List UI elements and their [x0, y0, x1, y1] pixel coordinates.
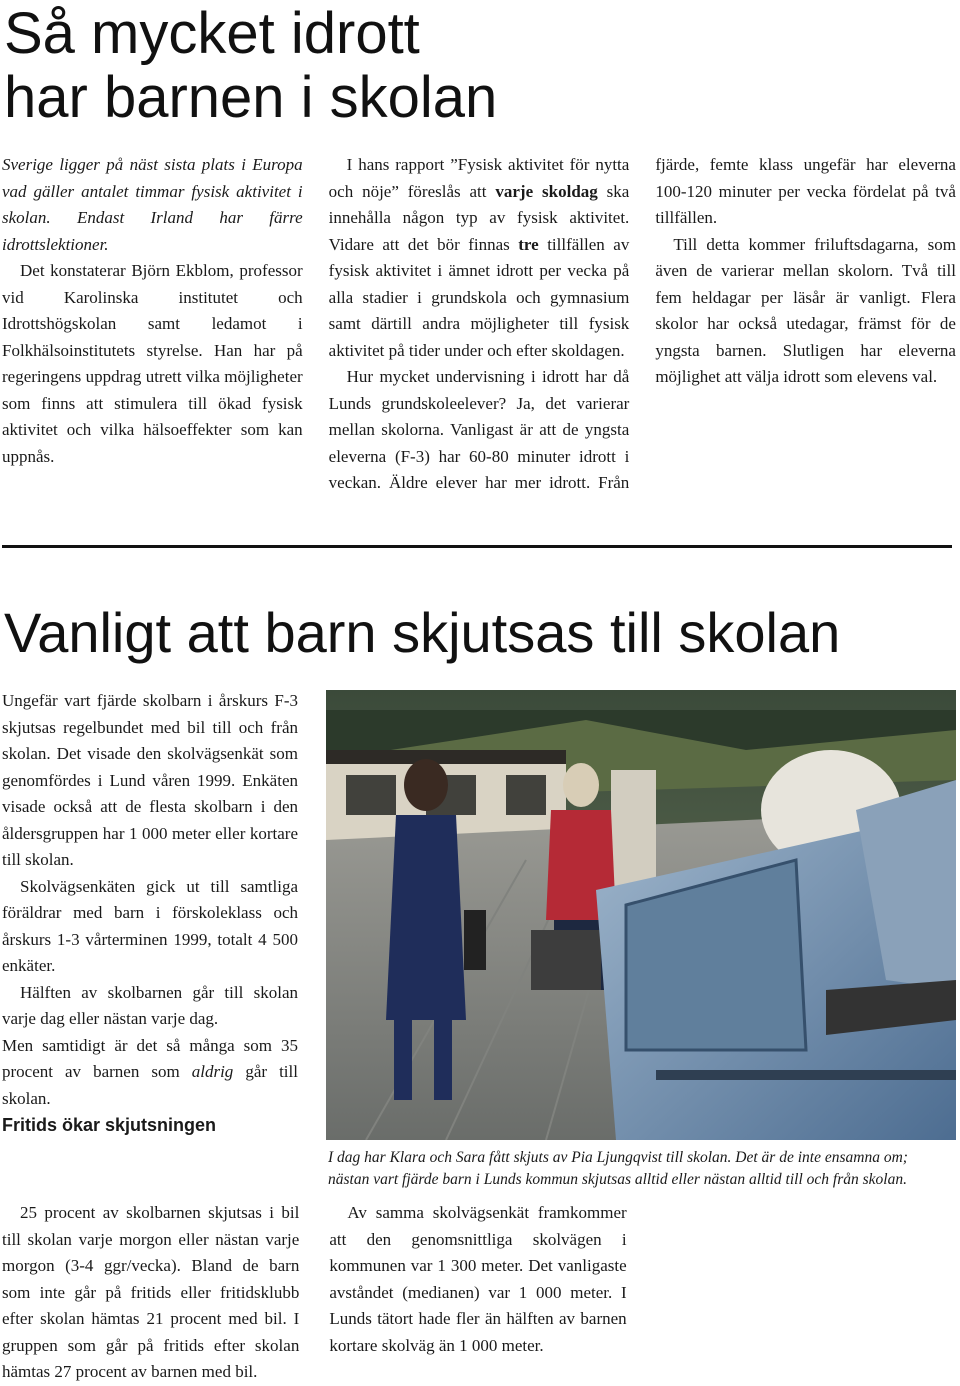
photo-caption: I dag har Klara och Sara fått skjuts av Pia Ljungqvist till skolan. Det är de inte ensamna om; nästan vart fjärde barn i Lunds kommun skjutsas alltid eller nästan alltid till och från skolan. [328, 1149, 908, 1188]
article2-left-column [2, 688, 298, 1138]
article2-emphasis-aldrig: aldrig [191, 1062, 234, 1081]
article1-emphasis-tre: tre [518, 234, 539, 254]
article2-paragraph-2: Skolvägsenkäten gick ut till samtliga föräldrar med barn i förskoleklass och årskurs 1-3 vårterminen 1999, totalt 4 500 enkäter. [2, 876, 298, 975]
article2-paragraph-3: Hälften av skolbarnen går till skolan varje dag eller nästan varje dag. [2, 982, 298, 1028]
article1-title [4, 2, 944, 130]
article1-title-line1: Så mycket idrott [4, 1, 420, 66]
article1-paragraph-2-text-c: tillfällen av fysisk aktivitet i ämnet idrott per vecka på alla stadier i grundskola och gymnasium samt därtill andra möjligheter till fysisk aktivitet på tider under och efter skoldagen. [328, 234, 630, 360]
article2-subheading: Fritids ökar skjutsningen [2, 1115, 217, 1135]
article1-paragraph-4: Till detta kommer friluftsdagarna, som även de varierar mellan skolorn. Två till fem heldagar per läsår är vanligt. Flera skolor har också utedagar, främst för de yngsta barnen. Slutligen har eleverna möjlighet att välja idrott som elevens val. [655, 234, 956, 386]
article2-paragraph-6: Av samma skolvägsenkät framkommer att den genomsnittliga skolvägen i kommunen var 1 300 meter. Det vanligaste avståndet (medianen) var 1 000 meter. I Lunds tätort hade fler än hälften av barnen kortare skolväg än 1 000 meter. [329, 1203, 627, 1355]
article2-bottom-columns [2, 1200, 954, 1386]
article1-title-line2: har barnen i skolan [4, 65, 498, 130]
article1-paragraph-2-text-a: I hans rapport ”Fysisk aktivitet för nytta och nöje” föreslås att [328, 155, 630, 201]
article1-paragraph-2-text-b: ska innehålla någon typ av fysisk aktivitet. Vidare att det bör finnas [328, 181, 630, 254]
article2-paragraph-5: 25 procent av skolbarnen skjutsas i bil till skolan varje morgon eller nästan varje morgon (3-4 ggr/vecka). Bland de barn som inte går på fritids eller fritidsklubb efter skolan hämtas 21 procent med bil. I gruppen som går på fritids efter skolan hämtas 27 procent av barnen med bil. [2, 1203, 300, 1381]
article1-paragraph-1: Det konstaterar Björn Ekblom, professor vid Karolinska institutet och Idrottshögskolan samt ledamot i Folkhälsoinstitutets styrelse. Han har på regeringens uppdrag utrett vilka möjligheter som finns att stimulera till ökad fysisk aktivitet och vilka hälsoeffekter som kan uppnås. [2, 261, 303, 466]
article2-paragraph-4-text-a: Men samtidigt är det så många som 35 procent av barnen som [2, 1035, 298, 1081]
school-photo-illustration [326, 690, 956, 1140]
section-divider [2, 545, 952, 548]
article2-title: Vanligt att barn skjutsas till skolan [4, 601, 841, 664]
article1-paragraph-3: Hur mycket undervisning i idrott har då Lunds grundskoleelever? Ja, det varierar mellan skolorna. Vanligast är att de yngsta eleverna (F-3) har 60-80 minuter idrott i veckan. Äldre elever har mer idrott. Från fjärde, femte klass ungefär har eleverna 100-120 minuter per vecka fördelat på två tillfällen. [328, 155, 956, 492]
article1-body [2, 152, 956, 508]
article1-lead: Sverige ligger på näst sista plats i Europa vad gäller antalet timmar fysisk aktivitet i skolan. Endast Irland har färre idrottslektioner. [2, 155, 303, 254]
school-photo [326, 690, 956, 1140]
article1-emphasis-varje-skoldag: varje skoldag [495, 181, 598, 201]
article2-paragraph-4-text-b: går till skolan. [2, 1062, 298, 1108]
article2-paragraph-4 [2, 1033, 298, 1113]
article1-paragraph-2 [329, 152, 630, 364]
article2-paragraph-1: Ungefär vart fjärde skolbarn i årskurs F-3 skjutsas regelbundet med bil till och från skolan. Det visade den skolvägsenkät som genomfördes i Lund våren 1999. Enkäten visade också att de flesta skolbarn i den åldersgruppen har 1 000 meter eller kortare till skolan. [2, 691, 298, 869]
